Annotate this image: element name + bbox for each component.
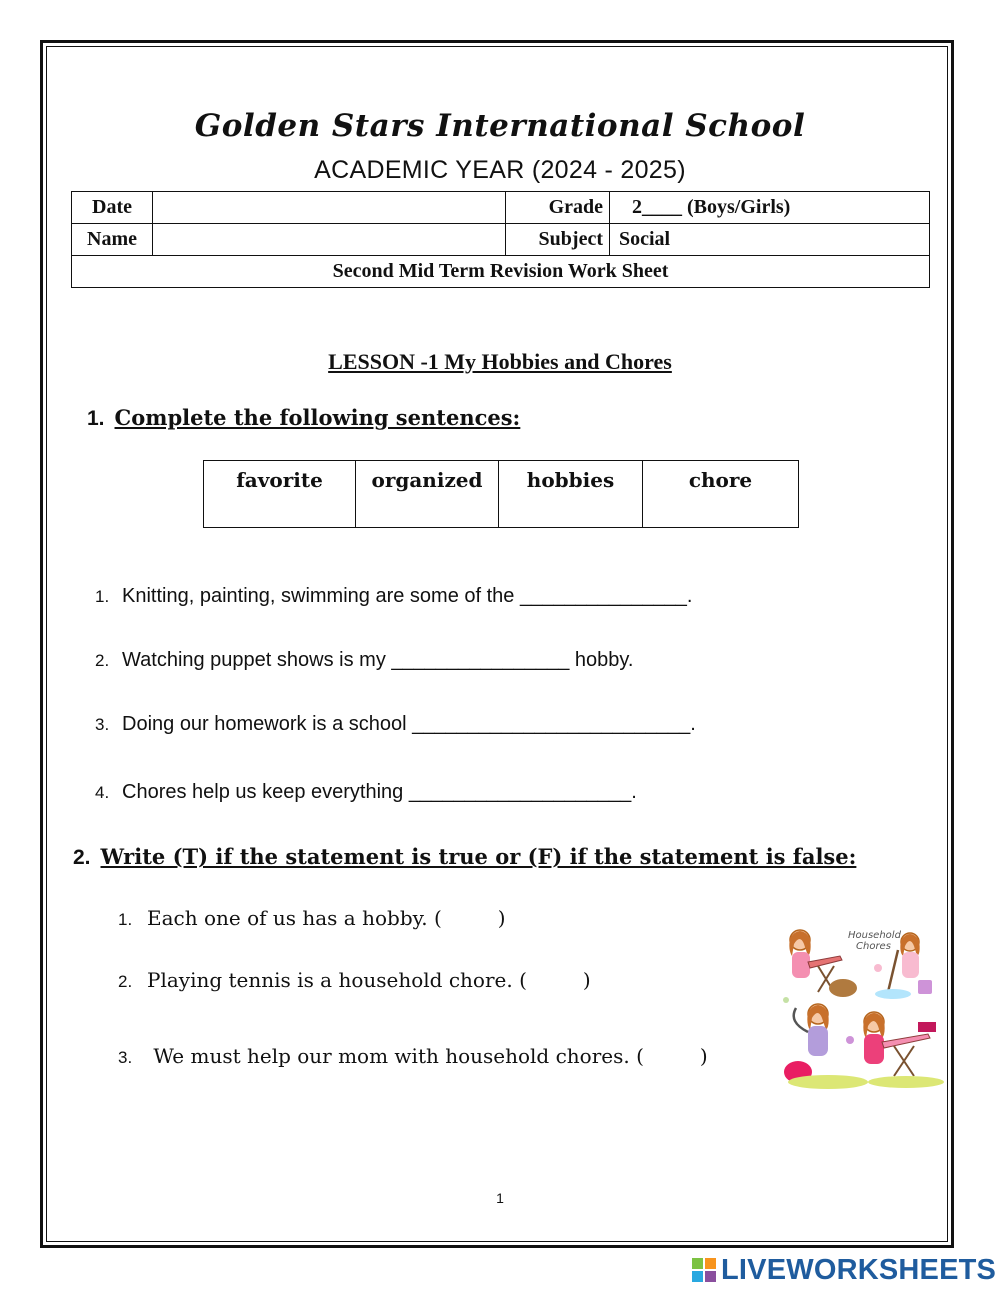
girl-dress-icon (864, 1034, 884, 1064)
sentence-4[interactable] (95, 781, 637, 804)
statement-1 (118, 906, 506, 930)
date-field[interactable] (153, 192, 506, 224)
statement-text: We must help our mom with household chores. ( (147, 1044, 644, 1068)
question2-heading (73, 844, 856, 870)
sentence-number: 4. (95, 783, 110, 802)
logo-square (705, 1258, 716, 1269)
sentence-text: Doing our homework is a school _________________________. (122, 713, 696, 735)
word-bank-item: organized (356, 461, 499, 528)
name-label: Name (72, 224, 153, 256)
liveworksheets-logo[interactable] (692, 1254, 996, 1286)
logo-square (705, 1271, 716, 1282)
logo-square (692, 1271, 703, 1282)
academic-year: ACADEMIC YEAR (2024 - 2025) (314, 156, 686, 184)
girl-dress-icon (902, 952, 919, 978)
bucket-icon (918, 980, 932, 994)
illustration-caption: Chores (856, 941, 891, 952)
school-name: Golden Stars International School (194, 108, 806, 144)
girl-dress-icon (792, 952, 810, 978)
question2-text: Write (T) if the statement is true or (F) if the statement is false: (100, 844, 857, 869)
sentence-number: 2. (95, 651, 110, 670)
sentence-1[interactable] (95, 585, 692, 608)
mop-icon (888, 950, 898, 992)
ironing-board-legs-icon (894, 1046, 914, 1076)
subject-label: Subject (506, 224, 610, 256)
flower-icon (846, 1036, 854, 1044)
statement-number: 2. (118, 972, 133, 991)
sheet-title: Second Mid Term Revision Work Sheet (72, 256, 930, 288)
question2-number: 2. (73, 846, 91, 869)
header-row-name-subject (72, 224, 930, 256)
ironing-board-icon (808, 956, 842, 968)
subject-field: Social (610, 224, 930, 256)
statement-close: ) (497, 906, 506, 930)
flower-icon (783, 997, 789, 1003)
statement-number: 3. (118, 1048, 133, 1067)
grade-field[interactable]: 2____ (Boys/Girls) (610, 192, 930, 224)
vacuum-hose-icon (794, 1008, 808, 1032)
puddle-icon (875, 989, 911, 999)
ironing-board-icon (882, 1034, 930, 1048)
statement-3 (118, 1044, 708, 1068)
statement-close: ) (582, 968, 591, 992)
logo-squares-icon (692, 1258, 716, 1282)
statement-number: 1. (118, 910, 133, 929)
header-table (71, 191, 930, 288)
page-number: 1 (496, 1190, 504, 1206)
sentence-3[interactable] (95, 713, 696, 736)
word-bank-item: chore (643, 461, 799, 528)
header-row-date-grade (72, 192, 930, 224)
lesson-title: LESSON -1 My Hobbies and Chores (328, 349, 672, 374)
sentence-number: 1. (95, 587, 110, 606)
word-bank-item: hobbies (499, 461, 643, 528)
sentence-text: Chores help us keep everything ____________________. (122, 781, 637, 803)
statement-close: ) (699, 1044, 708, 1068)
girl-dress-icon (808, 1026, 828, 1056)
question1-text: Complete the following sentences: (114, 405, 521, 430)
flower-icon (874, 964, 882, 972)
grade-label: Grade (506, 192, 610, 224)
statement-2 (118, 968, 591, 992)
date-label: Date (72, 192, 153, 224)
laundry-basket-icon (829, 979, 857, 997)
sentence-text: Knitting, painting, swimming are some of the _______________. (122, 585, 693, 607)
question1-heading (87, 405, 520, 431)
word-bank (203, 460, 799, 528)
sentence-text: Watching puppet shows is my ________________ hobby. (122, 649, 634, 671)
grass-icon (788, 1075, 868, 1089)
header-row-title (72, 256, 930, 288)
question1-number: 1. (87, 407, 105, 430)
brand-name: LIVEWORKSHEETS (721, 1253, 997, 1286)
sentence-2[interactable] (95, 649, 633, 672)
grass-icon (868, 1076, 944, 1088)
logo-square (692, 1258, 703, 1269)
name-field[interactable] (153, 224, 506, 256)
folded-clothes-icon (918, 1022, 936, 1032)
statement-text: Playing tennis is a household chore. ( (147, 968, 527, 992)
sentence-number: 3. (95, 715, 110, 734)
statement-text: Each one of us has a hobby. ( (147, 906, 442, 930)
household-chores-illustration (778, 922, 948, 1092)
illustration-caption: Household (848, 930, 901, 941)
word-bank-item: favorite (204, 461, 356, 528)
